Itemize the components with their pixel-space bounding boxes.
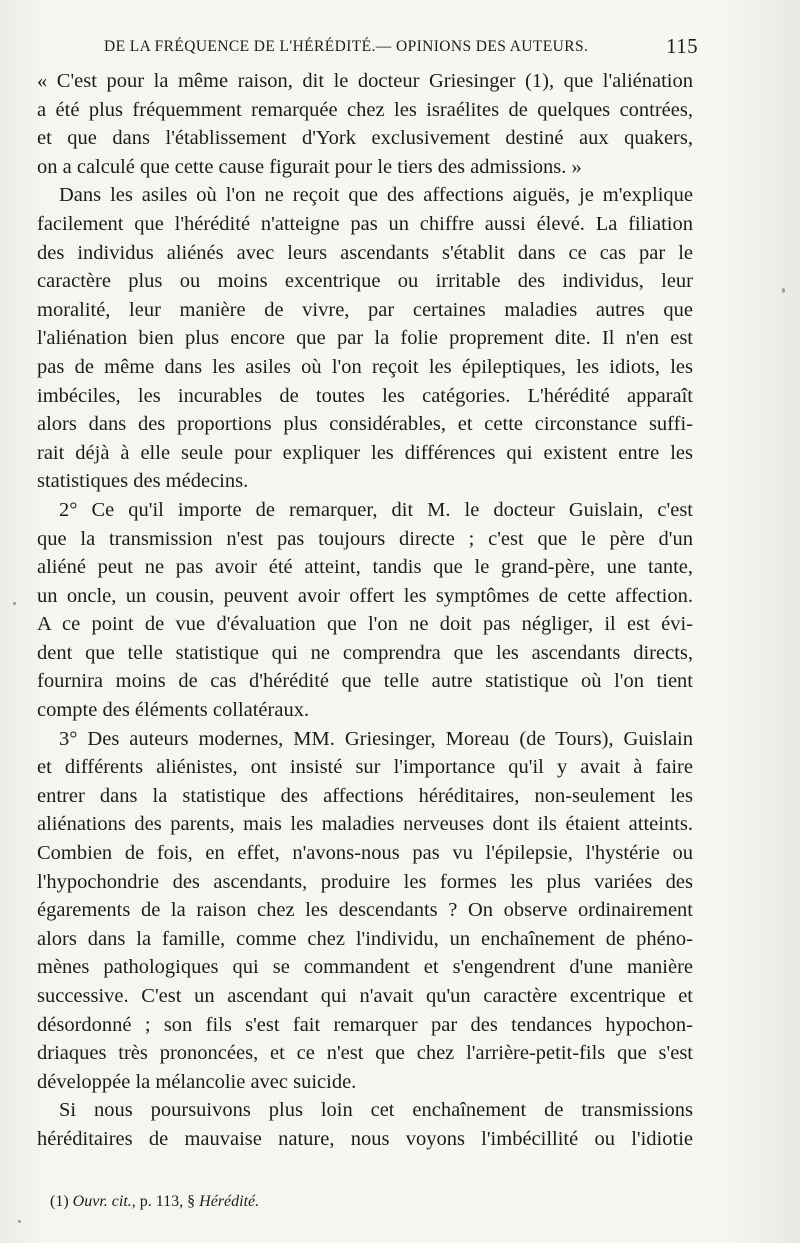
text-line: que la transmission n'est pas toujours directe ; c'est que le père d'un — [37, 527, 693, 550]
text-line: alors dans la famille, comme chez l'individu, un enchaînement de phéno- — [37, 927, 693, 950]
text-line: pas de même dans les asiles où l'on reçoit les épileptiques, les idiots, les — [37, 355, 693, 378]
text-line: « C'est pour la même raison, dit le docteur Griesinger (1), que l'aliénation — [37, 70, 693, 92]
text-line: désordonné ; son fils s'est fait remarquer par des tendances hypochon- — [37, 1013, 693, 1036]
paper-speck — [18, 1220, 21, 1223]
text-line: l'aliénation bien plus encore que par la folie proprement dite. Il n'en est — [37, 327, 693, 350]
text-line: héréditaires de mauvaise nature, nous voyons l'imbécillité ou l'idiotie — [37, 1127, 693, 1150]
text-line: Dans les asiles où l'on ne reçoit que des affections aiguës, je m'explique — [59, 184, 693, 207]
text-line: aliéné peut ne pas avoir été atteint, tandis que le grand-père, une tante, — [37, 556, 693, 579]
text-line: statistiques des médecins. — [37, 470, 249, 493]
text-line: caractère plus ou moins excentrique ou irritable des individus, leur — [37, 270, 693, 293]
text-line: imbéciles, les incurables de toutes les catégories. L'hérédité apparaît — [37, 384, 693, 407]
text-line: fournira moins de cas d'hérédité que telle autre statistique où l'on tient — [37, 670, 693, 693]
text-line: égarements de la raison chez les descendants ? On observe ordinairement — [37, 899, 693, 922]
body-text — [37, 67, 693, 1154]
paper-speck — [782, 288, 785, 293]
text-line: Combien de fois, en effet, n'avons-nous pas vu l'épilepsie, l'hystérie ou — [37, 842, 693, 865]
running-header — [104, 34, 698, 60]
footnote-ref: , p. 113, § — [131, 1193, 200, 1210]
text-line: A ce point de vue d'évaluation que l'on ne doit pas négliger, il est évi- — [37, 613, 693, 636]
footnote — [50, 1193, 259, 1211]
footnote-source: Ouvr. cit. — [72, 1193, 132, 1210]
text-line: on a calculé que cette cause figurait pour le tiers des admissions. » — [37, 155, 582, 178]
header-title: DE LA FRÉQUENCE DE L'HÉRÉDITÉ.— OPINIONS DES AUTEURS. — [104, 38, 589, 55]
text-line: entrer dans la statistique des affections héréditaires, non-seulement les — [37, 784, 693, 807]
text-line: successive. C'est un ascendant qui n'avait qu'un caractère excentrique et — [37, 985, 693, 1007]
footnote-number: (1) — [50, 1193, 69, 1210]
text-line: et différents aliénistes, ont insisté sur l'importance qu'il y avait à faire — [37, 756, 693, 779]
text-line: alors dans des proportions plus considérables, et cette circonstance suffi- — [37, 413, 693, 436]
text-line: un oncle, un cousin, peuvent avoir offert les symptômes de cette affection. — [37, 584, 693, 607]
text-line: a été plus fréquemment remarquée chez les israélites de quelques contrées, — [37, 98, 693, 121]
text-line: développée la mélancolie avec suicide. — [37, 1070, 357, 1093]
text-line: moralité, leur manière de vivre, par certaines maladies autres que — [37, 298, 693, 321]
text-line: mènes pathologiques qui se commandent et s'engendrent d'une manière — [37, 956, 693, 979]
paper-speck — [13, 602, 16, 605]
text-line: rait déjà à elle seule pour expliquer les différences qui existent entre les — [37, 441, 693, 464]
text-line: facilement que l'hérédité n'atteigne pas un chiffre aussi élevé. La filiation — [37, 212, 693, 235]
text-line: dent que telle statistique qui ne comprendra que les ascendants directs, — [37, 641, 693, 664]
page-number: 115 — [666, 34, 698, 58]
text-line: des individus aliénés avec leurs ascendants s'établit dans ce cas par le — [37, 241, 693, 264]
text-line: Si nous poursuivons plus loin cet enchaînement de transmissions — [59, 1099, 693, 1122]
text-line: driaques très prononcées, et ce n'est que chez l'arrière-petit-fils que s'est — [37, 1042, 693, 1065]
text-line: l'hypochondrie des ascendants, produire les formes les plus variées des — [37, 870, 693, 893]
text-line: 2° Ce qu'il importe de remarquer, dit M. le docteur Guislain, c'est — [59, 498, 693, 521]
text-line: 3° Des auteurs modernes, MM. Griesinger, Moreau (de Tours), Guislain — [59, 727, 693, 750]
text-line: aliénations des parents, mais les maladies nerveuses dont ils étaient atteints. — [37, 813, 693, 836]
text-line: compte des éléments collatéraux. — [37, 699, 310, 722]
text-line: et que dans l'établissement d'York exclusivement destiné aux quakers, — [37, 127, 693, 150]
footnote-section: Hérédité. — [199, 1193, 260, 1210]
